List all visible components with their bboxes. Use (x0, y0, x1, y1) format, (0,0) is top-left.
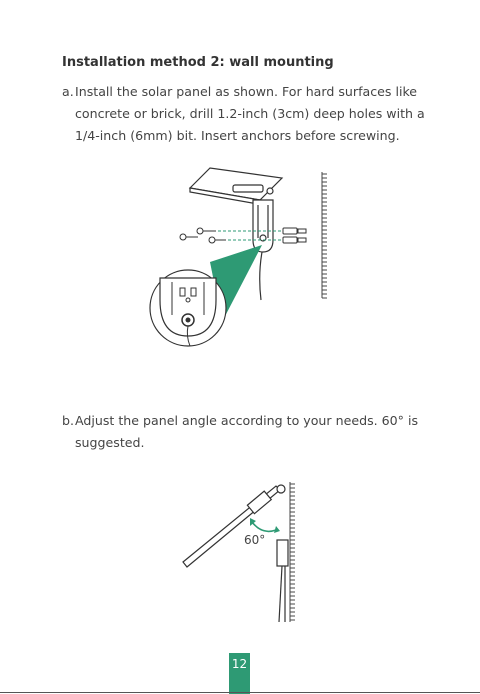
cable (260, 252, 262, 300)
step-a-marker: a. (62, 84, 74, 99)
tilted-solar-panel (183, 485, 285, 567)
angle-label: 60° (244, 533, 266, 547)
solar-panel-top-view (190, 168, 282, 204)
zoom-detail-circle (150, 270, 226, 346)
angle-arc (252, 522, 276, 531)
wall-hatching-2 (290, 482, 295, 622)
step-a-text: Install the solar panel as shown. For hard surfaces like concrete or brick, drill 1.2-inch (3cm) deep holes with a 1/4-inch (6mm) bit. Insert anchors before screwing. (75, 84, 425, 143)
step-b-marker: b. (62, 413, 74, 428)
step-b-text: Adjust the panel angle according to your needs. 60° is suggested. (75, 413, 419, 450)
section-heading: Installation method 2: wall mounting (62, 55, 334, 70)
bottom-rule (0, 692, 480, 693)
page-number: 12 (229, 653, 250, 694)
wall-hatching-1 (322, 172, 327, 298)
screws-left (180, 228, 226, 243)
wall-anchors (283, 228, 306, 243)
angle-arrow-right (274, 526, 280, 533)
wall-bracket-side (277, 540, 288, 622)
step-b (62, 410, 432, 454)
